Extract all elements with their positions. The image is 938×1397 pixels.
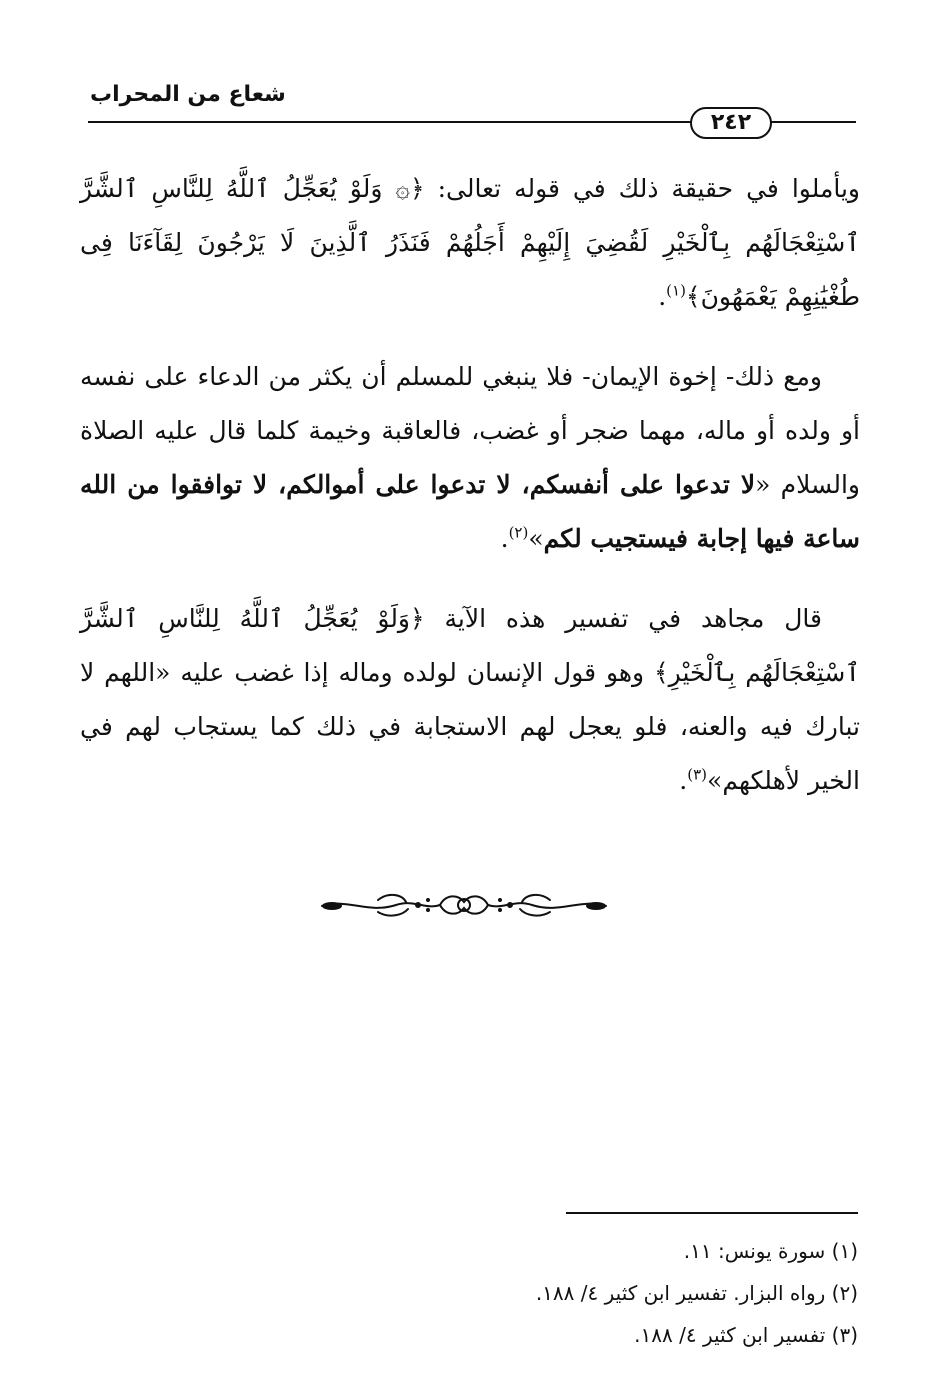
decorative-divider-icon (318, 888, 610, 922)
footnote-marker-1[interactable]: (١) (666, 281, 686, 300)
quran-verse-1: ﴿۞ وَلَوْ يُعَجِّلُ ٱللَّهُ لِلنَّاسِ ٱلشَّرَّ ٱسْتِعْجَالَهُم بِٱلْخَيْرِ لَقُضِيَ إِلَيْهِمْ أَجَلُهُمْ فَنَذَرُ ٱلَّذِينَ لَا يَرْجُونَ لِقَآءَنَا فِى طُغْيَٰنِهِمْ يَعْمَهُونَ﴾ (80, 174, 860, 311)
paragraph-2-text: ومع ذلك- إخوة الإيمان- فلا ينبغي للمسلم أن يكثر من الدعاء على نفسه أو ولده أو ماله، مهما ضجر أو غضب، فالعاقبة وخيمة كلما قال عليه الصلاة والسلام « (80, 362, 860, 499)
paragraph-2-end: . (500, 524, 509, 553)
paragraph-3 (80, 592, 860, 808)
hadith-quote: لا تدعوا على أنفسكم، لا تدعوا على أموالكم، لا توافقوا من الله ساعة فيها إجابة فيستجيب لكم (80, 470, 860, 553)
paragraph-3-intro: قال مجاهد في تفسير هذه الآية (424, 604, 822, 633)
footnote-2: (٢) رواه البزار. تفسير ابن كثير ٤/ ١٨٨. (535, 1281, 858, 1305)
footnote-rule (566, 1212, 858, 1214)
quran-verse-2: ﴿وَلَوْ يُعَجِّلُ ٱللَّهُ لِلنَّاسِ ٱلشَّرَّ ٱسْتِعْجَالَهُم بِٱلْخَيْرِ﴾ (80, 604, 861, 687)
quote-close: » (528, 524, 544, 553)
body-text (80, 162, 860, 834)
paragraph-1-intro: ويأملوا في حقيقة ذلك في قوله تعالى: (424, 174, 861, 203)
paragraph-3-text: وهو قول الإنسان لولده وماله إذا غضب عليه «اللهم لا تبارك فيه والعنه، فلو يعجل لهم الاستجابة في ذلك كما يستجاب لهم في الخير لأهلكهم» (80, 658, 860, 795)
footnote-marker-3[interactable]: (٣) (687, 765, 708, 784)
page-number-badge: ٢٤٢ (690, 107, 772, 139)
footnotes (400, 1230, 858, 1356)
page-title: شعاع من المحراب (90, 82, 286, 107)
paragraph-3-end: . (679, 766, 688, 795)
footnote-marker-2[interactable]: (٢) (508, 523, 529, 542)
paragraph-1-end: . (658, 282, 667, 311)
footnote-3: (٣) تفسير ابن كثير ٤/ ١٨٨. (634, 1323, 858, 1347)
footnote-1: (١) سورة يونس: ١١. (683, 1239, 858, 1263)
paragraph-1 (80, 162, 860, 324)
paragraph-2 (80, 350, 860, 566)
